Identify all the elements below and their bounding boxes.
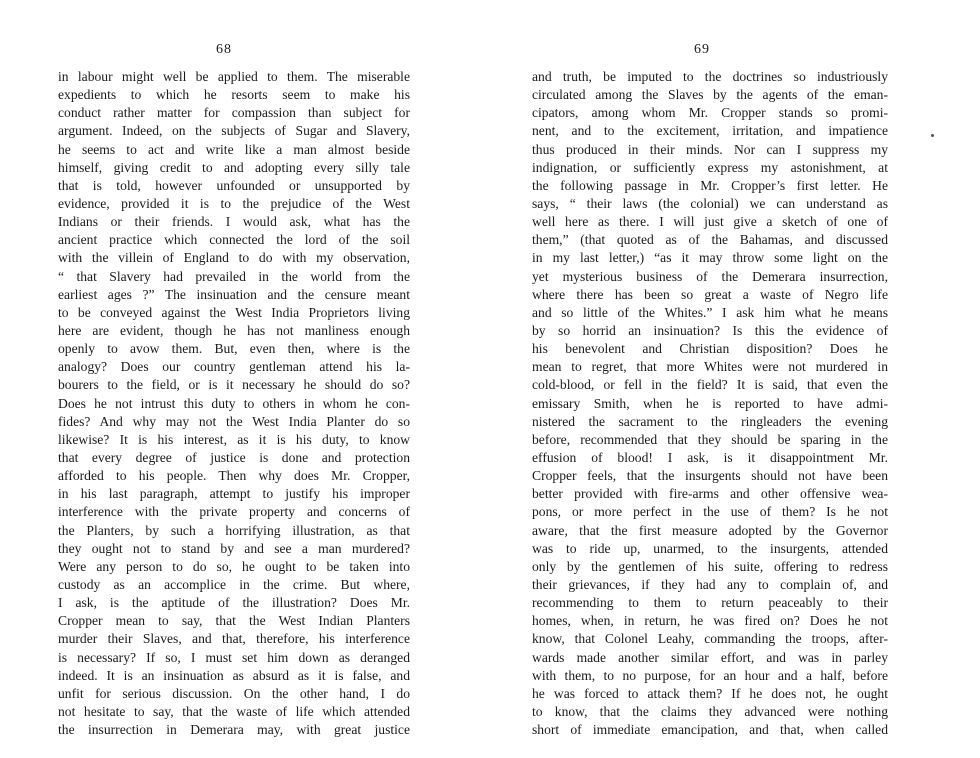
page-number-right: 69	[694, 42, 710, 57]
text-line: them,” (that quoted as of the Bahamas, and discussed	[532, 232, 888, 248]
text-line: indeed. It is an insinuation as absurd as it is false, and	[58, 667, 410, 683]
text-line: he seems to act and write like a man almost beside	[58, 141, 410, 157]
text-line: bourers to the field, or is it necessary he should do so?	[58, 377, 410, 393]
text-line: homes, when, in return, he was fired on? Does he not	[532, 613, 888, 629]
text-line: murder their Slaves, and that, therefore, his interference	[58, 631, 410, 647]
text-line: Cropper mean to say, that the West Indian Planters	[58, 613, 410, 629]
text-line: in my last letter,) “as it may throw some light on the	[532, 250, 888, 266]
text-line: conduct rather matter for compassion than subject for	[58, 105, 410, 121]
text-line: where there has been so great a waste of Negro life	[532, 286, 888, 302]
text-line: pons, or more perfect in the use of them? Is he not	[532, 504, 888, 520]
text-line: his benevolent and Christian disposition? Does he	[532, 341, 888, 357]
left-page	[58, 0, 410, 758]
text-line: not hesitate to say, that the waste of life which attended	[58, 703, 410, 719]
text-line: by so horrid an insinuation? Is this the evidence of	[532, 322, 888, 338]
text-line: well here as there. I will just give a sketch of one of	[532, 214, 888, 230]
text-line: is necessary? If so, I must set him down as deranged	[58, 649, 410, 665]
text-line: ancient practice which connected the lord of the soil	[58, 232, 410, 248]
text-line: the insurrection in Demerara may, with great justice	[58, 722, 410, 738]
text-line: fides? And why may not the West India Planter do so	[58, 413, 410, 429]
text-line: Does he not intrust this duty to others in whom he con-	[58, 395, 410, 411]
text-line: himself, giving credit to and adopting every silly tale	[58, 159, 410, 175]
text-line: to be conveyed against the West India Proprietors living	[58, 304, 410, 320]
text-line: I ask, is the aptitude of the illustration? Does Mr.	[58, 595, 410, 611]
text-line: cipators, among whom Mr. Cropper stands so promi-	[532, 105, 888, 121]
text-line: interference with the private property and concerns of	[58, 504, 410, 520]
page-number-left: 68	[216, 42, 232, 57]
text-line: earliest ages ?” The insinuation and the censure meant	[58, 286, 410, 302]
text-line: the Planters, by such a horrifying illustration, as that	[58, 522, 410, 538]
text-line: aware, that the first measure adopted by the Governor	[532, 522, 888, 538]
text-line: and so little of the Whites.” I ask him what he means	[532, 304, 888, 320]
text-line: circulated among the Slaves by the agents of the eman-	[532, 87, 888, 103]
text-line: know, that Colonel Leahy, commanding the troops, after-	[532, 631, 888, 647]
text-line: short of immediate emancipation, and that, when called	[532, 722, 888, 738]
text-line: their grievances, if they had any to complain of, and	[532, 576, 888, 592]
text-line: wards made another similar effort, and was in parley	[532, 649, 888, 665]
text-line: “ that Slavery had prevailed in the world from the	[58, 268, 410, 284]
text-line: in his last paragraph, attempt to justify his improper	[58, 486, 410, 502]
text-line: unfit for serious discussion. On the other hand, I do	[58, 685, 410, 701]
text-line: yet mysterious business of the Demerara insurrection,	[532, 268, 888, 284]
text-line: mean to regret, that more Whites were not murdered in	[532, 359, 888, 375]
text-line: Indians or their friends. I would ask, what has the	[58, 214, 410, 230]
text-line: better provided with fire-arms and other offensive wea-	[532, 486, 888, 502]
text-line: only by the gentlemen of his suite, offering to redress	[532, 558, 888, 574]
text-line: indignation, or sufficiently express my astonishment, at	[532, 159, 888, 175]
text-line: was to ride up, unarmed, to the insurgents, attended	[532, 540, 888, 556]
text-line: afforded to his people. Then why does Mr. Cropper,	[58, 468, 410, 484]
text-line: that is told, however unfounded or unsupported by	[58, 177, 410, 193]
text-line: they ought not to stand by and see a man murdered?	[58, 540, 410, 556]
text-line: and truth, be imputed to the doctrines so industriously	[532, 69, 888, 84]
text-line: Cropper feels, that the insurgents should not have been	[532, 468, 888, 484]
right-page-body	[532, 68, 888, 739]
text-line: effusion of blood! I ask, is it disappointment Mr.	[532, 449, 888, 465]
text-line: cold-blood, or fell in the field? It is said, that even the	[532, 377, 888, 393]
text-line: expedients to which he resorts seem to make his	[58, 87, 410, 103]
page-speck-mark	[931, 134, 934, 137]
text-line: openly to avow them. But, even then, where is the	[58, 341, 410, 357]
text-line: to know, that the claims they advanced were nothing	[532, 703, 888, 719]
text-line: likewise? It is his interest, as it is his duty, to know	[58, 431, 410, 447]
text-line: with the villein of England to do with my observation,	[58, 250, 410, 266]
text-line: before, recommended that they should be sparing in the	[532, 431, 888, 447]
text-line: he was forced to attack them? If he does not, he ought	[532, 685, 888, 701]
text-line: custody as an accomplice in the crime. But where,	[58, 576, 410, 592]
right-page	[532, 0, 888, 758]
text-line: nistered the sacrament to the ringleaders the evening	[532, 413, 888, 429]
left-page-body	[58, 68, 410, 739]
text-line: in labour might well be applied to them. The miserable	[58, 69, 410, 84]
text-line: nent, and to the excitement, irritation, and impatience	[532, 123, 888, 139]
text-line: here are evident, though he has not manliness enough	[58, 322, 410, 338]
text-line: evidence, provided it is to the prejudice of the West	[58, 195, 410, 211]
text-line: emissary Smith, when he is reported to have admi-	[532, 395, 888, 411]
text-line: Were any person to do so, he ought to be taken into	[58, 558, 410, 574]
text-line: that every degree of justice is done and protection	[58, 449, 410, 465]
text-line: thus produced in their minds. Nor can I suppress my	[532, 141, 888, 157]
text-line: recommending to them to return peaceably to their	[532, 595, 888, 611]
text-line: says, “ their laws (the colonial) we can understand as	[532, 195, 888, 211]
text-line: the following passage in Mr. Cropper’s first letter. He	[532, 177, 888, 193]
text-line: analogy? Does our country gentleman attend his la-	[58, 359, 410, 375]
text-line: argument. Indeed, on the subjects of Sugar and Slavery,	[58, 123, 410, 139]
text-line: with them, to no purpose, for an hour and a half, before	[532, 667, 888, 683]
